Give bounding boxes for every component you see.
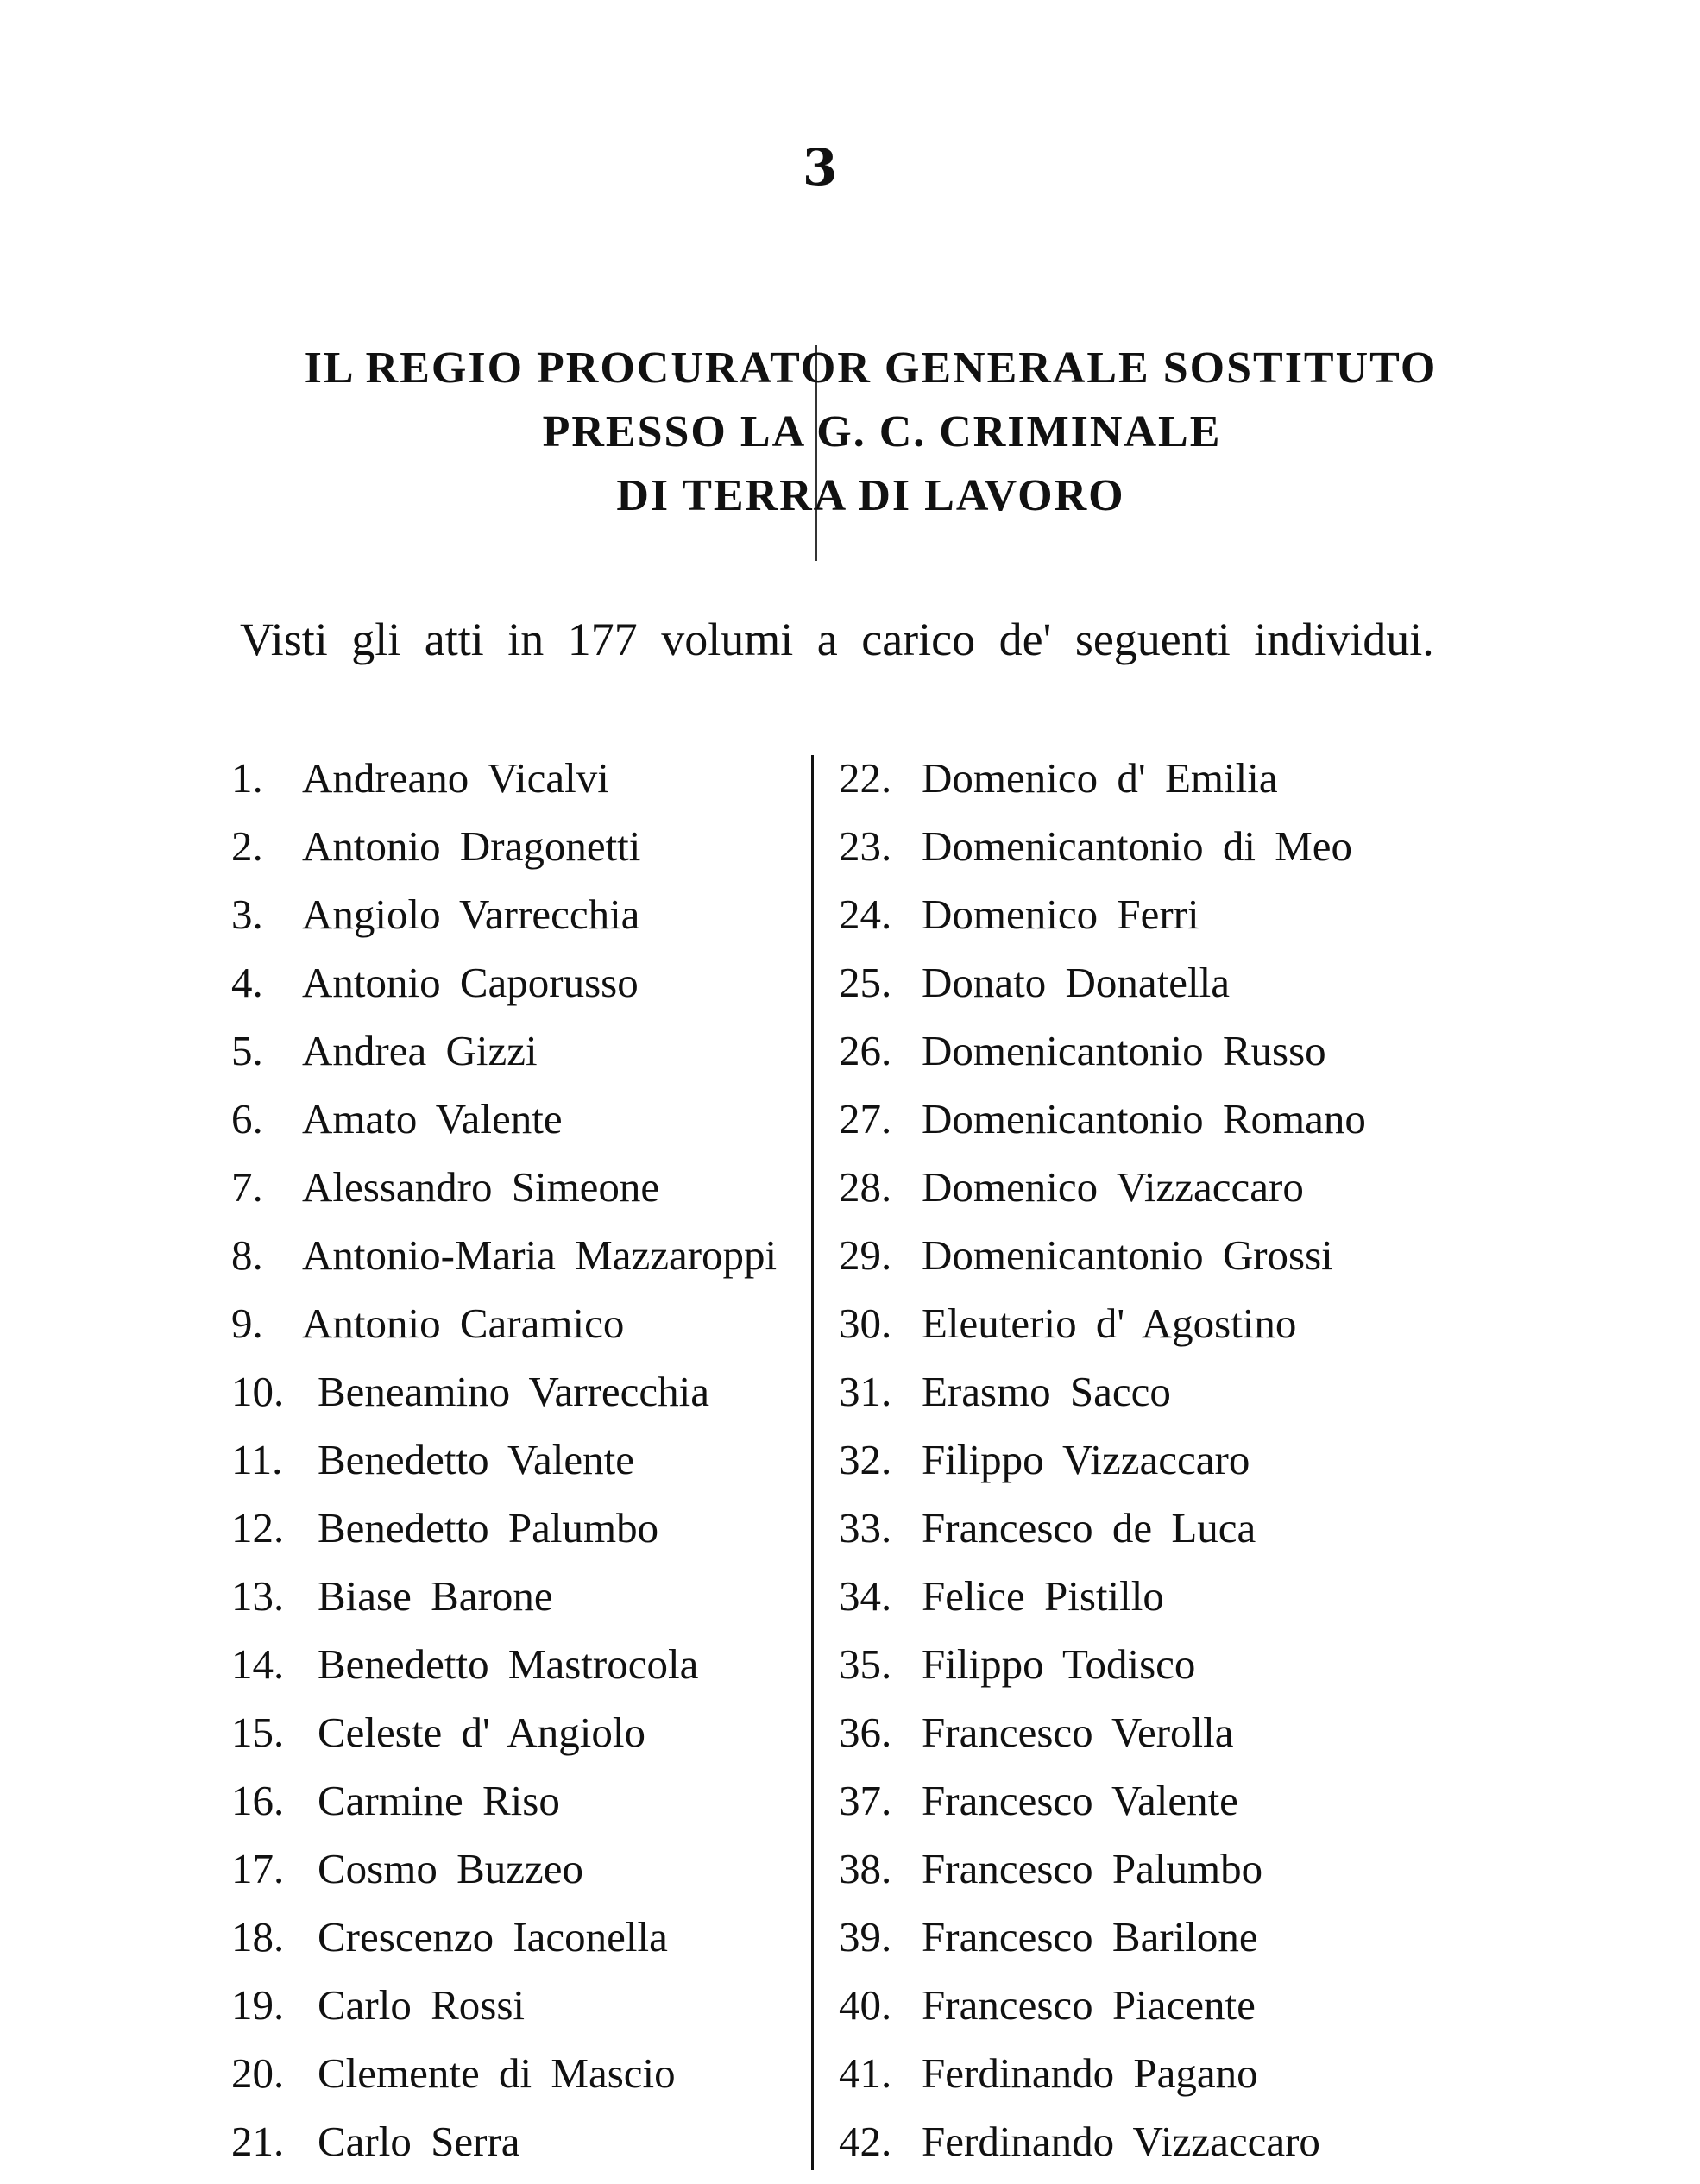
entry-name: Antonio Caramico — [302, 1300, 625, 1347]
entry-number: 13. — [231, 1572, 285, 1620]
list-item — [839, 1562, 1391, 1630]
list-item — [231, 1289, 801, 1357]
document-heading — [0, 337, 1700, 528]
intro-sentence: Visti gli atti in 177 volumi a carico de' seguenti individui. — [240, 614, 1434, 665]
list-item — [839, 1426, 1391, 1494]
entry-number: 40. — [839, 1981, 892, 2029]
entry-number: 12. — [231, 1504, 285, 1551]
entry-number: 36. — [839, 1709, 892, 1756]
entry-number: 42. — [839, 2118, 892, 2165]
entry-name: Beneamino Varrecchia — [318, 1368, 709, 1415]
list-item — [231, 1426, 801, 1494]
entry-name: Benedetto Palumbo — [318, 1504, 659, 1551]
list-item — [231, 1630, 801, 1698]
list-item — [839, 1289, 1391, 1357]
list-item — [231, 1766, 801, 1835]
entry-number: 4. — [231, 959, 263, 1006]
list-item — [839, 1153, 1391, 1221]
entry-number: 26. — [839, 1027, 892, 1074]
column-divider — [811, 755, 814, 2170]
list-item — [231, 1221, 801, 1289]
entry-name: Angiolo Varrecchia — [302, 891, 640, 938]
list-item — [839, 1016, 1391, 1085]
entry-number: 19. — [231, 1981, 285, 2029]
list-item — [839, 812, 1391, 880]
heading-line-3: DI TERRA DI LAVORO — [616, 471, 1125, 520]
entry-name: Antonio Caporusso — [302, 959, 639, 1006]
entry-name: Filippo Vizzaccaro — [922, 1436, 1250, 1483]
list-item — [231, 1903, 801, 1971]
list-item — [231, 1085, 801, 1153]
entry-name: Crescenzo Iaconella — [318, 1913, 668, 1961]
list-item — [839, 1630, 1391, 1698]
entry-name: Carmine Riso — [318, 1777, 560, 1824]
entry-name: Erasmo Sacco — [922, 1368, 1171, 1415]
entry-name: Ferdinando Pagano — [922, 2049, 1258, 2097]
list-item — [231, 1835, 801, 1903]
entry-name: Domenico d' Emilia — [922, 754, 1278, 802]
list-item — [231, 2039, 801, 2107]
entry-name: Domenico Ferri — [922, 891, 1199, 938]
entry-name: Benedetto Valente — [318, 1436, 634, 1483]
entry-number: 38. — [839, 1845, 892, 1892]
list-item — [231, 744, 801, 812]
list-item — [231, 1494, 801, 1562]
list-item — [839, 1221, 1391, 1289]
entry-name: Francesco de Luca — [922, 1504, 1256, 1551]
entry-number: 10. — [231, 1368, 285, 1415]
entry-name: Domenicantonio Russo — [922, 1027, 1326, 1074]
left-name-list — [231, 744, 801, 2175]
list-item — [839, 1971, 1391, 2039]
entry-name: Celeste d' Angiolo — [318, 1709, 645, 1756]
entry-number: 9. — [231, 1300, 263, 1347]
entry-number: 17. — [231, 1845, 285, 1892]
entry-number: 8. — [231, 1231, 263, 1279]
entry-name: Domenicantonio Romano — [922, 1095, 1366, 1142]
entry-name: Antonio-Maria Mazzaroppi — [302, 1231, 778, 1279]
list-item — [839, 1835, 1391, 1903]
list-item — [839, 2039, 1391, 2107]
list-item — [231, 1971, 801, 2039]
entry-number: 30. — [839, 1300, 892, 1347]
entry-number: 14. — [231, 1640, 285, 1688]
list-item — [231, 812, 801, 880]
list-item — [839, 880, 1391, 948]
entry-number: 28. — [839, 1163, 892, 1211]
list-item — [839, 1494, 1391, 1562]
entry-name: Carlo Serra — [318, 2118, 520, 2165]
entry-number: 16. — [231, 1777, 285, 1824]
entry-number: 34. — [839, 1572, 892, 1620]
entry-name: Domenico Vizzaccaro — [922, 1163, 1304, 1211]
entry-number: 29. — [839, 1231, 892, 1279]
entry-name: Andrea Gizzi — [302, 1027, 538, 1074]
entry-number: 21. — [231, 2118, 285, 2165]
list-item — [231, 948, 801, 1016]
entry-number: 23. — [839, 822, 892, 870]
entry-name: Domenicantonio di Meo — [922, 822, 1353, 870]
entry-name: Francesco Valente — [922, 1777, 1238, 1824]
entry-name: Antonio Dragonetti — [302, 822, 641, 870]
list-item — [231, 880, 801, 948]
right-name-list — [839, 744, 1391, 2175]
list-item — [839, 1903, 1391, 1971]
entry-number: 33. — [839, 1504, 892, 1551]
entry-name: Ferdinando Vizzaccaro — [922, 2118, 1320, 2165]
entry-name: Domenicantonio Grossi — [922, 1231, 1333, 1279]
list-item — [839, 1085, 1391, 1153]
entry-number: 18. — [231, 1913, 285, 1961]
entry-number: 22. — [839, 754, 892, 802]
list-item — [231, 1357, 801, 1426]
entry-name: Cosmo Buzzeo — [318, 1845, 584, 1892]
entry-number: 3. — [231, 891, 263, 938]
entry-number: 1. — [231, 754, 263, 802]
entry-name: Clemente di Mascio — [318, 2049, 676, 2097]
entry-number: 2. — [231, 822, 263, 870]
entry-name: Filippo Todisco — [922, 1640, 1196, 1688]
entry-number: 41. — [839, 2049, 892, 2097]
entry-number: 11. — [231, 1436, 283, 1483]
entry-number: 6. — [231, 1095, 263, 1142]
list-item — [839, 744, 1391, 812]
list-item — [839, 2107, 1391, 2175]
entry-name: Francesco Piacente — [922, 1981, 1256, 2029]
list-item — [231, 1698, 801, 1766]
entry-name: Francesco Verolla — [922, 1709, 1234, 1756]
entry-name: Andreano Vicalvi — [302, 754, 609, 802]
list-item — [839, 1698, 1391, 1766]
entry-number: 5. — [231, 1027, 263, 1074]
list-item — [231, 2107, 801, 2175]
entry-number: 32. — [839, 1436, 892, 1483]
entry-name: Carlo Rossi — [318, 1981, 526, 2029]
list-item — [231, 1562, 801, 1630]
entry-number: 24. — [839, 891, 892, 938]
heading-line-2: PRESSO LA G. C. CRIMINALE — [542, 407, 1222, 456]
entry-number: 25. — [839, 959, 892, 1006]
entry-name: Amato Valente — [302, 1095, 563, 1142]
entry-number: 27. — [839, 1095, 892, 1142]
entry-number: 7. — [231, 1163, 263, 1211]
entry-number: 39. — [839, 1913, 892, 1961]
entry-number: 20. — [231, 2049, 285, 2097]
entry-name: Benedetto Mastrocola — [318, 1640, 699, 1688]
list-item — [231, 1153, 801, 1221]
entry-name: Francesco Palumbo — [922, 1845, 1263, 1892]
entry-name: Donato Donatella — [922, 959, 1230, 1006]
entry-name: Eleuterio d' Agostino — [922, 1300, 1297, 1347]
list-item — [839, 1766, 1391, 1835]
entry-name: Felice Pistillo — [922, 1572, 1164, 1620]
entry-number: 37. — [839, 1777, 892, 1824]
entry-name: Alessandro Simeone — [302, 1163, 660, 1211]
entry-number: 31. — [839, 1368, 892, 1415]
entry-name: Biase Barone — [318, 1572, 553, 1620]
heading-line-1: IL REGIO PROCURATOR GENERALE SOSTITUTO — [304, 343, 1438, 393]
entry-name: Francesco Barilone — [922, 1913, 1258, 1961]
list-item — [839, 948, 1391, 1016]
list-item — [839, 1357, 1391, 1426]
entry-number: 15. — [231, 1709, 285, 1756]
list-item — [231, 1016, 801, 1085]
page-number: 3 — [803, 138, 838, 197]
entry-number: 35. — [839, 1640, 892, 1688]
